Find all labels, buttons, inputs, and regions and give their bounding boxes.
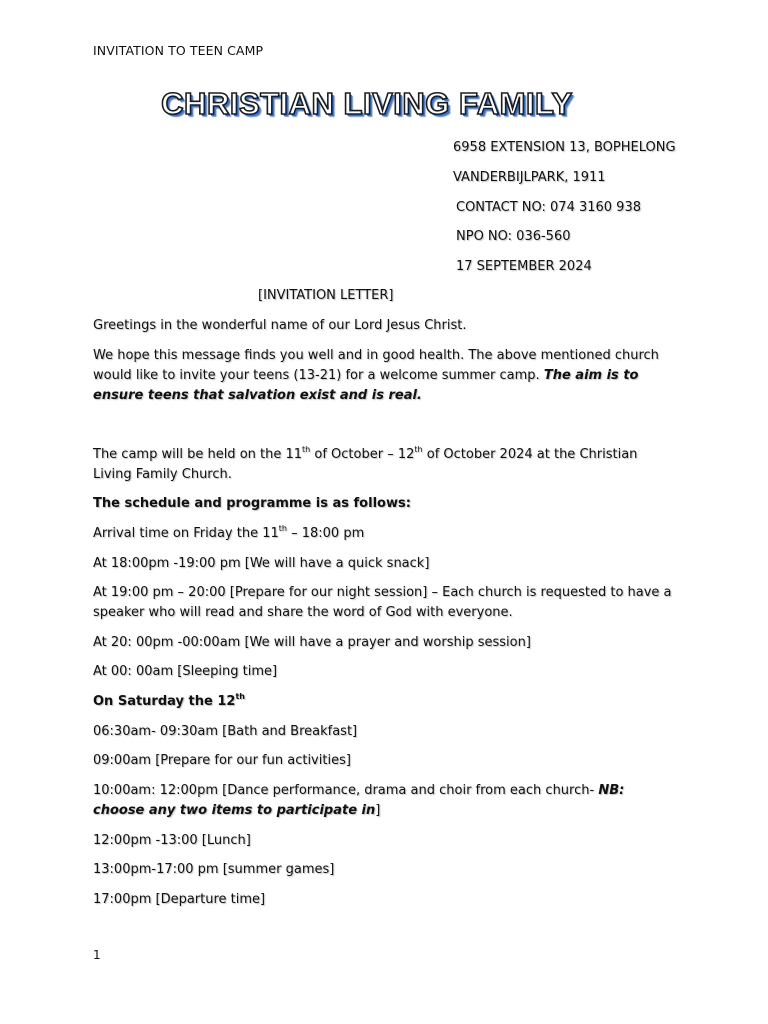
intro-text: We hope this message finds you well and in good health. The above mentioned church would like to invite your teens (13-21) for a welcome summer camp. [93, 348, 659, 383]
camp-dates-text-3: of October 2024 at the Christian Living Family Church. [93, 447, 638, 482]
schedule-item: 12:00pm -13:00 [Lunch] [93, 833, 251, 848]
schedule-item: At 19:00 pm – 20:00 [Prepare for our night session] – Each church is requested to have a speaker who will read and share the word of God with everyone. [93, 585, 672, 620]
letter-date: 17 SEPTEMBER 2024 [456, 259, 592, 274]
saturday-heading [93, 692, 673, 712]
document-header: INVITATION TO TEEN CAMP [93, 43, 264, 58]
arrival-text-1: Arrival time on Friday the 11 [93, 526, 279, 541]
camp-dates-text-1: The camp will be held on the 11 [93, 447, 303, 462]
intro-paragraph [93, 346, 673, 406]
address-line-2: VANDERBIJLPARK, 1911 [453, 170, 606, 185]
performance-text: 10:00am: 12:00pm [Dance performance, drama and choir from each church- [93, 783, 599, 798]
letter-title: [INVITATION LETTER] [258, 288, 394, 303]
schedule-item: At 00: 00am [Sleeping time] [93, 664, 278, 679]
schedule-item: 17:00pm [Departure time] [93, 892, 266, 907]
performance-item [93, 781, 673, 821]
greeting-paragraph: Greetings in the wonderful name of our Lord Jesus Christ. [93, 318, 467, 333]
arrival-time [93, 524, 673, 544]
schedule-item: 13:00pm-17:00 pm [summer games] [93, 862, 335, 877]
address-line-1: 6958 EXTENSION 13, BOPHELONG [453, 140, 676, 155]
schedule-item: 06:30am- 09:30am [Bath and Breakfast] [93, 724, 358, 739]
camp-dates-sup-1: th [302, 445, 311, 454]
intro-aim-text: The aim is to ensure teens that salvation exist and is real. [93, 368, 639, 403]
performance-end: ] [375, 803, 381, 818]
arrival-sup: th [278, 524, 287, 533]
schedule-item: At 18:00pm -19:00 pm [We will have a quick snack] [93, 556, 430, 571]
organization-title: CHRISTIAN LIVING FAMILY [161, 86, 573, 121]
page-number: 1 [93, 948, 101, 962]
npo-number: NPO NO: 036-560 [456, 229, 571, 244]
schedule-item: At 20: 00pm -00:00am [We will have a prayer and worship session] [93, 635, 531, 650]
arrival-text-2: – 18:00 pm [286, 526, 365, 541]
performance-note: NB: choose any two items to participate in [93, 783, 625, 818]
schedule-item: 09:00am [Prepare for our fun activities] [93, 753, 351, 768]
camp-dates-text-2: of October – 12 [310, 447, 415, 462]
saturday-heading-text: On Saturday the 12 [93, 694, 236, 709]
saturday-heading-sup: th [235, 692, 245, 701]
contact-number: CONTACT NO: 074 3160 938 [456, 200, 641, 215]
camp-dates-sup-2: th [414, 445, 423, 454]
schedule-heading: The schedule and programme is as follows: [93, 496, 411, 511]
camp-dates-paragraph [93, 445, 673, 485]
